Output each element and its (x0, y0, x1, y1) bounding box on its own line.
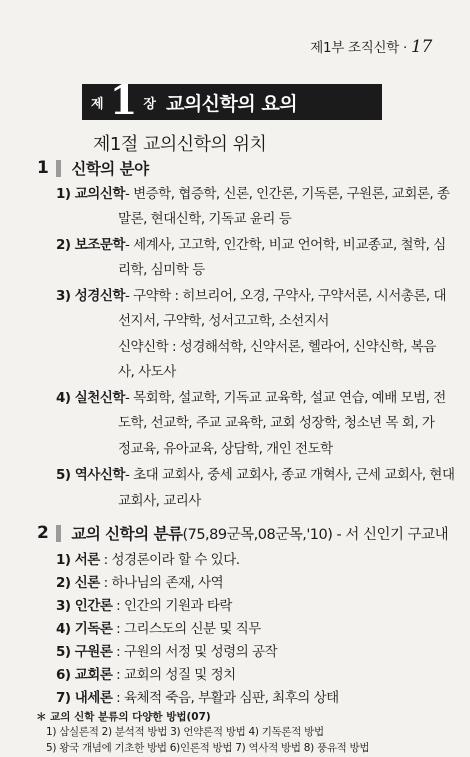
division-line: 7) 내세론 : 육체적 죽음, 부활과 심판, 최후의 상태 (56, 690, 339, 706)
part-title: 제1부 조직신학 (310, 40, 399, 56)
division-line: 2) 신론 : 하나님의 존재, 사역 (56, 575, 224, 591)
subsection-heading-2 (37, 522, 448, 544)
note-line: 1) 삼실론적 2) 분석적 방법 3) 언약론적 방법 4) 기독론적 방법 (46, 726, 324, 738)
division-line: 4) 기독론 : 그리스도의 신분 및 직무 (56, 621, 261, 637)
note-line: 5) 왕국 개념에 기초한 방법 6)인론적 방법 7) 역사적 방법 8) 풍유적 방법 (46, 742, 370, 754)
division-line: 3) 인간론 : 인간의 기원과 타락 (56, 598, 232, 614)
chapter-title: 교의신학의 요의 (165, 92, 298, 115)
field-line: 정교육, 유아교육, 상담학, 개인 전도학 (118, 441, 333, 457)
page-number: 17 (410, 37, 432, 57)
field-line: 선지서, 구약학, 성서고고학, 소선지서 (118, 313, 329, 329)
division-line: 1) 서론 : 성경론이라 할 수 있다. (56, 552, 240, 568)
heading-bar-icon (56, 525, 61, 542)
header-separator: · (402, 40, 407, 56)
field-line: 도학, 선교학, 주교 교육학, 교회 성장학, 청소년 목 회, 가 (118, 415, 435, 431)
field-line: 1) 교의신학- 변증학, 협증학, 신론, 인간론, 기독론, 구원론, 교회론, 종 (56, 186, 450, 202)
field-line: 2) 보조문학- 세계사, 고고학, 인간학, 비교 언어학, 비교종교, 철학, 심 (56, 237, 446, 253)
field-line: 사, 사도사 (118, 364, 176, 380)
field-line: 5) 역사신학- 초대 교회사, 중세 교회사, 종교 개혁사, 근세 교회사, 현대 (56, 467, 455, 483)
running-header (310, 36, 432, 57)
field-line: 교회사, 교리사 (118, 493, 201, 509)
subsection-heading-1 (37, 157, 149, 179)
subsection-suffix: (75,89군목,08군목,'10) - 서 신인기 구교내 (182, 526, 449, 543)
subsection-number: 2 (37, 523, 49, 543)
field-line: 4) 실천신학- 목회학, 설교학, 기독교 교육학, 설교 연습, 예배 모범, 전 (56, 390, 446, 406)
heading-bar-icon (56, 160, 61, 177)
division-line: 6) 교회론 : 교회의 성질 및 정치 (56, 667, 236, 683)
subsection-number: 1 (37, 158, 49, 178)
division-line: 5) 구원론 : 구원의 서정 및 성령의 공작 (56, 644, 278, 660)
subsection-title: 신학의 분야 (71, 160, 149, 178)
field-line: 리학, 심미학 등 (118, 262, 205, 278)
field-line: 말론, 현대신학, 기독교 윤리 등 (118, 211, 292, 227)
subsection-title: 교의 신학의 분류 (71, 525, 183, 543)
chapter-number: 1 (109, 77, 138, 124)
field-line: 3) 성경신학- 구약학 : 히브리어, 오경, 구약사, 구약서론, 시서총론, 대 (56, 288, 447, 304)
chapter-heading (82, 77, 382, 124)
chapter-prefix: 제 (91, 96, 104, 112)
section-title: 제1절 교의신학의 위치 (93, 134, 267, 155)
chapter-suffix: 장 (143, 96, 156, 112)
note-title: ＊ 교의 신학 분류의 다양한 방법(07) (36, 711, 211, 723)
field-line: 신약신학 : 성경해석학, 신약서론, 헬라어, 신약신학, 복음 (118, 339, 436, 355)
